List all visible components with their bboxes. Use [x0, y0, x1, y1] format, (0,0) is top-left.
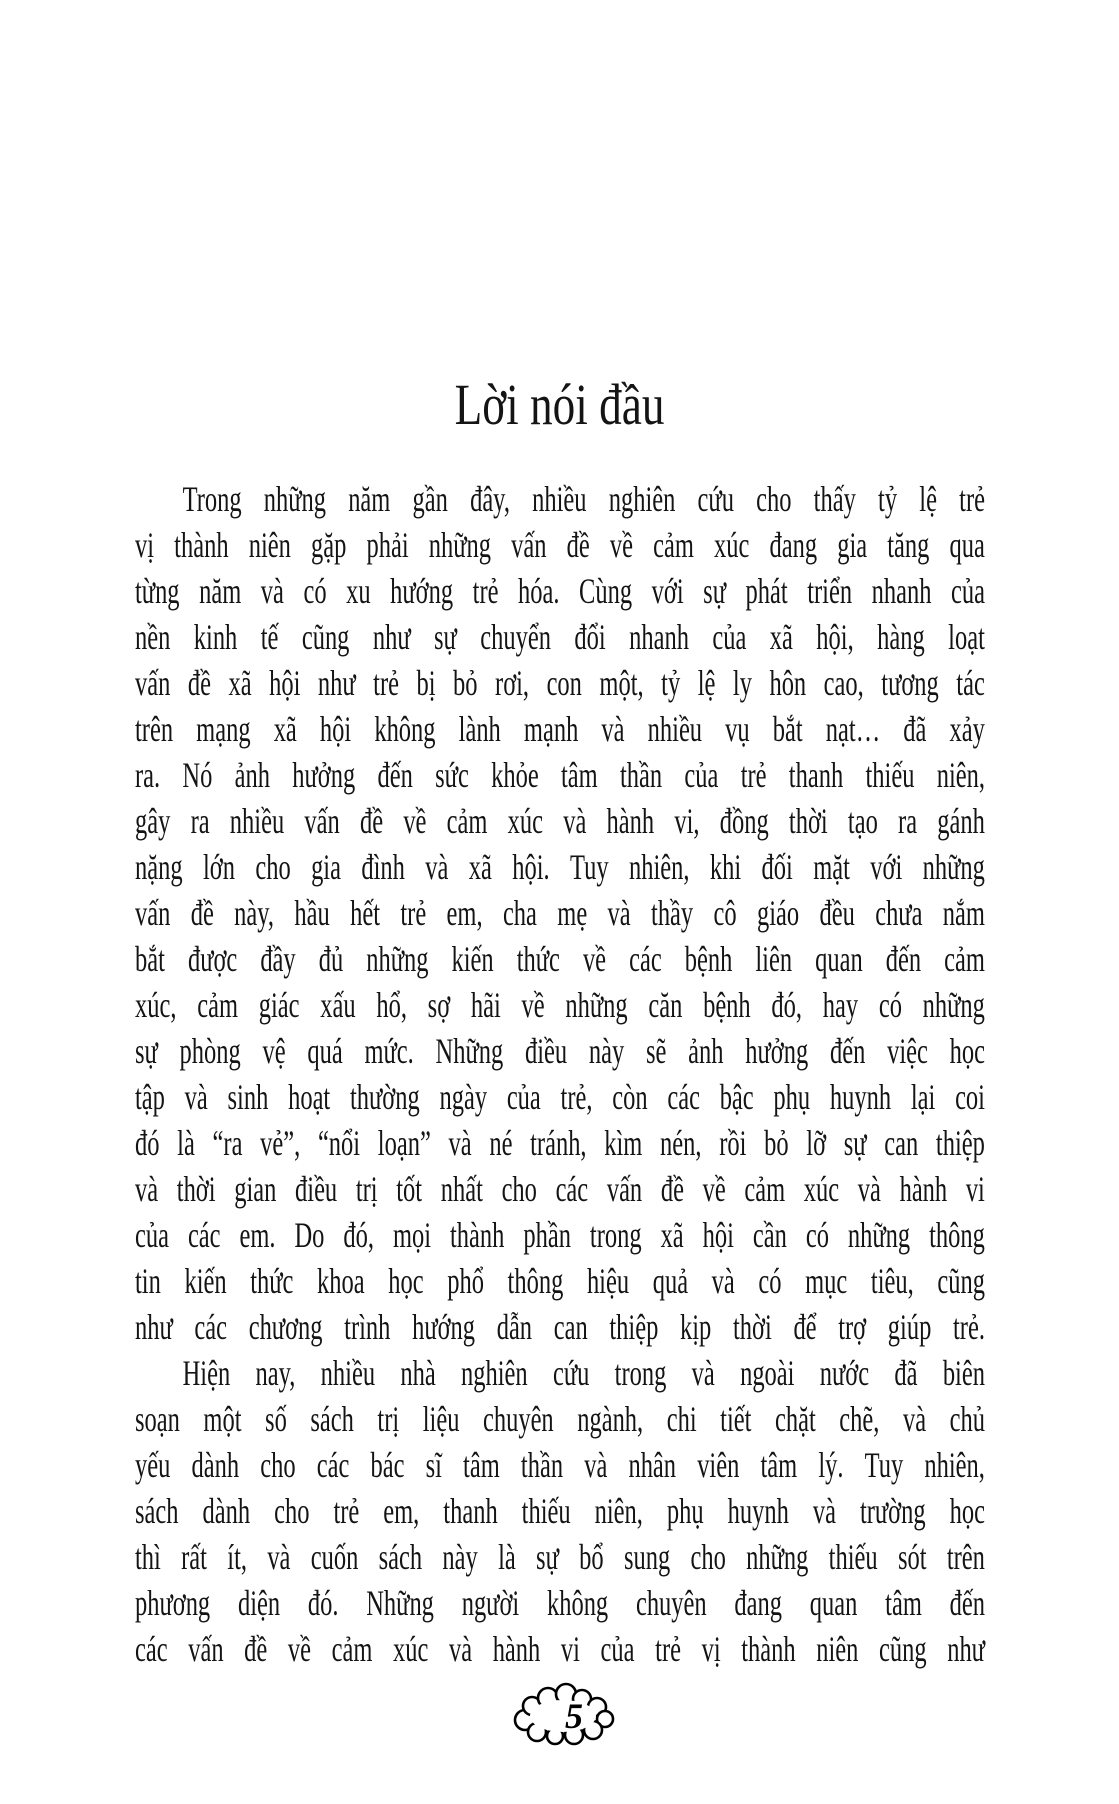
text-line: vấn đề xã hội như trẻ bị bỏ rơi, con một, tỷ lệ ly hôn cao, tương tác — [135, 663, 985, 703]
text-line: yếu dành cho các bác sĩ tâm thần và nhân viên tâm lý. Tuy nhiên, — [135, 1445, 985, 1485]
page-number: 5 — [565, 1696, 583, 1736]
page-title — [0, 371, 1119, 437]
paragraph — [135, 1350, 985, 1672]
text-line: đó là “ra vẻ”, “nổi loạn” và né tránh, kìm nén, rồi bỏ lỡ sự can thiệp — [135, 1123, 985, 1163]
text-line: sách dành cho trẻ em, thanh thiếu niên, phụ huynh và trường học — [135, 1491, 985, 1531]
text-line: phương diện đó. Những người không chuyên đang quan tâm đến — [135, 1583, 985, 1623]
text-line: soạn một số sách trị liệu chuyên ngành, chi tiết chặt chẽ, và chủ — [135, 1399, 985, 1439]
cloud-icon — [508, 1680, 620, 1748]
page-title-text: Lời nói đầu — [454, 371, 665, 437]
text-line: tập và sinh hoạt thường ngày của trẻ, còn các bậc phụ huynh lại coi — [135, 1077, 985, 1117]
text-line: trên mạng xã hội không lành mạnh và nhiều vụ bắt nạt… đã xảy — [135, 709, 985, 749]
text-line: bắt được đầy đủ những kiến thức về các bệnh liên quan đến cảm — [135, 939, 985, 979]
body-text — [135, 476, 985, 1672]
text-line: gây ra nhiều vấn đề về cảm xúc và hành vi, đồng thời tạo ra gánh — [135, 801, 985, 841]
text-line: vấn đề này, hầu hết trẻ em, cha mẹ và thầy cô giáo đều chưa nắm — [135, 893, 985, 933]
text-line: từng năm và có xu hướng trẻ hóa. Cùng với sự phát triển nhanh của — [135, 571, 985, 611]
text-line: vị thành niên gặp phải những vấn đề về cảm xúc đang gia tăng qua — [135, 525, 985, 565]
text-line: và thời gian điều trị tốt nhất cho các vấn đề về cảm xúc và hành vi — [135, 1169, 985, 1209]
text-line: các vấn đề về cảm xúc và hành vi của trẻ vị thành niên cũng như — [135, 1629, 985, 1669]
text-line: Trong những năm gần đây, nhiều nghiên cứu cho thấy tỷ lệ trẻ — [182, 479, 985, 519]
text-line: thì rất ít, và cuốn sách này là sự bổ sung cho những thiếu sót trên — [135, 1537, 985, 1577]
text-line: nền kinh tế cũng như sự chuyển đổi nhanh của xã hội, hàng loạt — [135, 617, 985, 657]
text-line: tin kiến thức khoa học phổ thông hiệu quả và có mục tiêu, cũng — [135, 1261, 985, 1301]
text-line: của các em. Do đó, mọi thành phần trong xã hội cần có những thông — [135, 1215, 985, 1255]
paragraph — [135, 476, 985, 1350]
text-line: Hiện nay, nhiều nhà nghiên cứu trong và ngoài nước đã biên — [182, 1353, 985, 1393]
text-line: sự phòng vệ quá mức. Những điều này sẽ ảnh hưởng đến việc học — [135, 1031, 985, 1071]
text-line: xúc, cảm giác xấu hổ, sợ hãi về những căn bệnh đó, hay có những — [135, 985, 985, 1025]
text-line: ra. Nó ảnh hưởng đến sức khỏe tâm thần của trẻ thanh thiếu niên, — [135, 755, 985, 795]
text-line: như các chương trình hướng dẫn can thiệp kịp thời để trợ giúp trẻ. — [135, 1307, 985, 1347]
text-line: nặng lớn cho gia đình và xã hội. Tuy nhiên, khi đối mặt với những — [135, 847, 985, 887]
page-number-cloud — [508, 1680, 620, 1748]
